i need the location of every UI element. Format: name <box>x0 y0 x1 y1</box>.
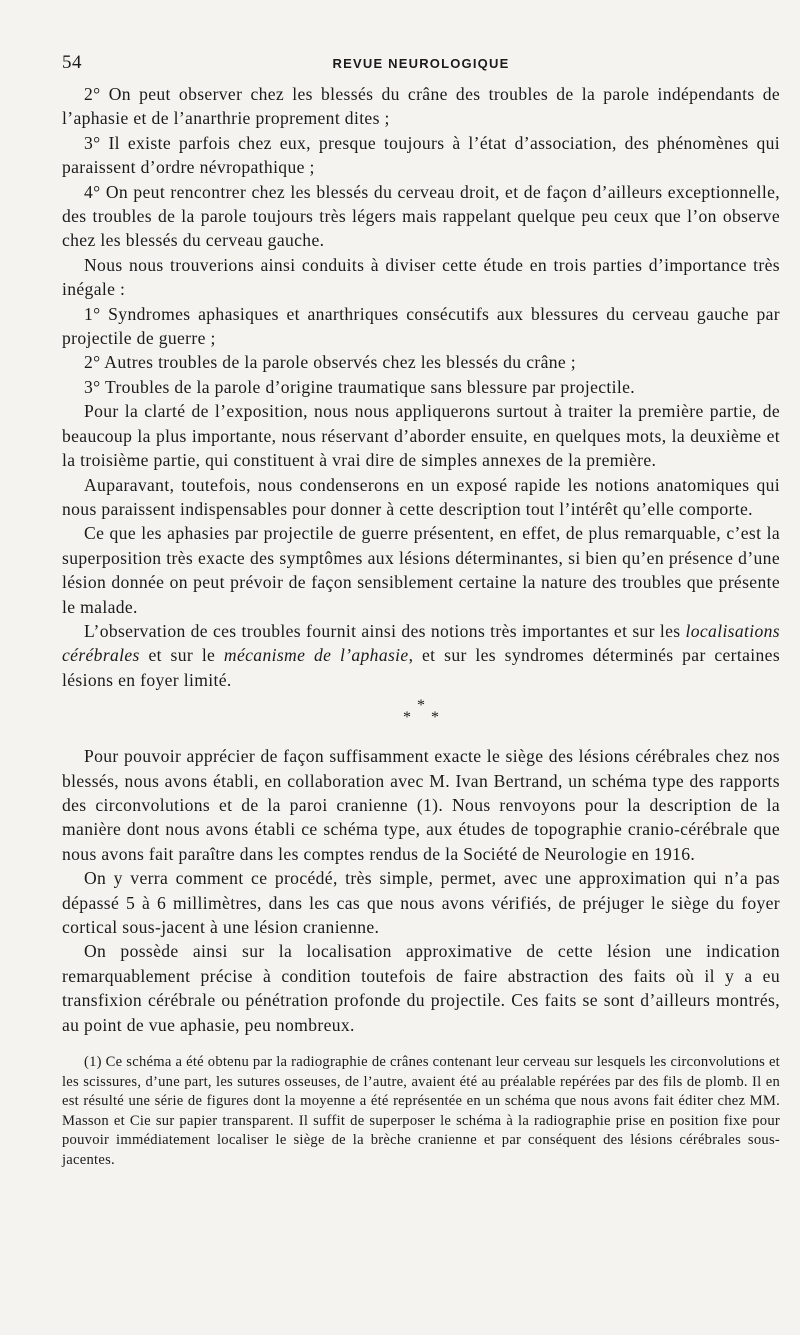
paragraph: Ce que les aphasies par projectile de guerre présentent, en effet, de plus remarquable, c’est la superposition très exacte des symptômes aux lésions déterminantes, si bien qu’en présence d’une lésion donnée on peut prévoir de façon sensiblement certaine la nature des troubles que présente le malade. <box>62 523 780 617</box>
paragraph: On y verra comment ce procédé, très simple, permet, avec une approximation qui n’a pas dépassé 5 à 6 millimètres, dans les cas que nous avons vérifiés, de préjuger le siège du foyer cortical sous-jacent à une lésion cranienne. <box>62 868 780 937</box>
paragraph: Auparavant, toutefois, nous condenserons en un exposé rapide les notions anatomiques qui nous paraissent indispensables pour donner à cette description tout l’intérêt qu’elle comporte. <box>62 474 780 519</box>
paragraph: 3° Il existe parfois chez eux, presque toujours à l’état d’association, des phénomènes qui paraissent d’ordre névropathique ; <box>62 132 780 178</box>
paragraph: On possède ainsi sur la localisation approximative de cette lésion une indication remarquablement précise à condition toutefois de faire abstraction des faits où il y a eu transfixion cérébrale ou pénétration profonde du projectile. Ces faits se sont d’ailleurs montrés, au point de vue aphasie, peu nombreux. <box>62 941 780 1035</box>
paragraph: 3° Troubles de la parole d’origine traumatique sans blessure par projectile. <box>84 376 636 397</box>
text-run: et sur le <box>139 645 224 666</box>
paragraph-observation <box>62 619 780 692</box>
paragraph: Pour pouvoir apprécier de façon suffisamment exacte le siège des lésions cérébrales chez nos blessés, nous avons établi, en collaboration avec M. Ivan Bertrand, un schéma type des rapports des circonvolutions et de la paroi cranienne (1). Nous renvoyons pour la description de la manière dont nous avons établi ce schéma type, aux études de topographie cranio-cérébrale que nous avons fait paraître dans les comptes rendus de la Société de Neurologie en 1916. <box>62 746 780 864</box>
paragraph: Pour la clarté de l’exposition, nous nous appliquerons surtout à traiter la première partie, de beaucoup la plus importante, nous réservant d’aborder ensuite, en quelques mots, la deuxième et la troisième partie, qui constituent à vrai dire de simples annexes de la première. <box>62 401 780 471</box>
document-page <box>62 46 780 1185</box>
article-body <box>62 82 780 1037</box>
page-header <box>62 46 780 82</box>
journal-title: REVUE NEUROLOGIQUE <box>332 56 510 71</box>
italic-term: mécanisme de l’aphasie <box>223 645 409 666</box>
text-run: , et sur les syndromes déterminés par certaines lésions en foyer limité. <box>62 645 781 690</box>
asterism-bottom: * * <box>403 709 447 727</box>
paragraph: 4° On peut rencontrer chez les blessés du cerveau droit, et de façon d’ailleurs exceptionnelle, des troubles de la parole toujours très légers mais rappelant quelque peu ceux que l’on observe chez les blessés du cerveau gauche. <box>62 181 780 251</box>
section-asterism <box>62 697 780 727</box>
footnote: (1) Ce schéma a été obtenu par la radiographie de crânes contenant leur cerveau sur lesquels les circonvolutions et les scissures, d’une part, les sutures osseuses, de l’autre, avaient été au préalable repérées par des fils de plomb. Il en est résulté une série de figures dont la moyenne a été représentée en un schéma que nous avons fait éditer chez MM. Masson et Cie sur papier transparent. Il suffit de superposer le schéma à la radiographie prise en position fixe pour pouvoir immédiatement localiser le siège de la brèche cranienne et par conséquent des lésions cérébrales sous-jacentes. <box>62 1054 780 1168</box>
paragraph: 1° Syndromes aphasiques et anarthriques consécutifs aux blessures du cerveau gauche par projectile de guerre ; <box>62 303 780 349</box>
paragraph: 2° On peut observer chez les blessés du crâne des troubles de la parole indépendants de l’aphasie et de l’anarthrie proprement dites ; <box>62 84 780 129</box>
spacer <box>62 734 780 744</box>
text-run: L’observation de ces troubles fournit ainsi des notions très importantes et sur les <box>84 620 686 641</box>
page-number: 54 <box>62 52 82 73</box>
paragraph: Nous nous trouverions ainsi conduits à diviser cette étude en trois parties d’importance très inégale : <box>62 254 780 300</box>
asterism-top: * <box>417 697 425 715</box>
paragraph: 2° Autres troubles de la parole observés chez les blessés du crâne ; <box>84 352 577 373</box>
italic-term: localisations cérébrales <box>62 620 780 666</box>
